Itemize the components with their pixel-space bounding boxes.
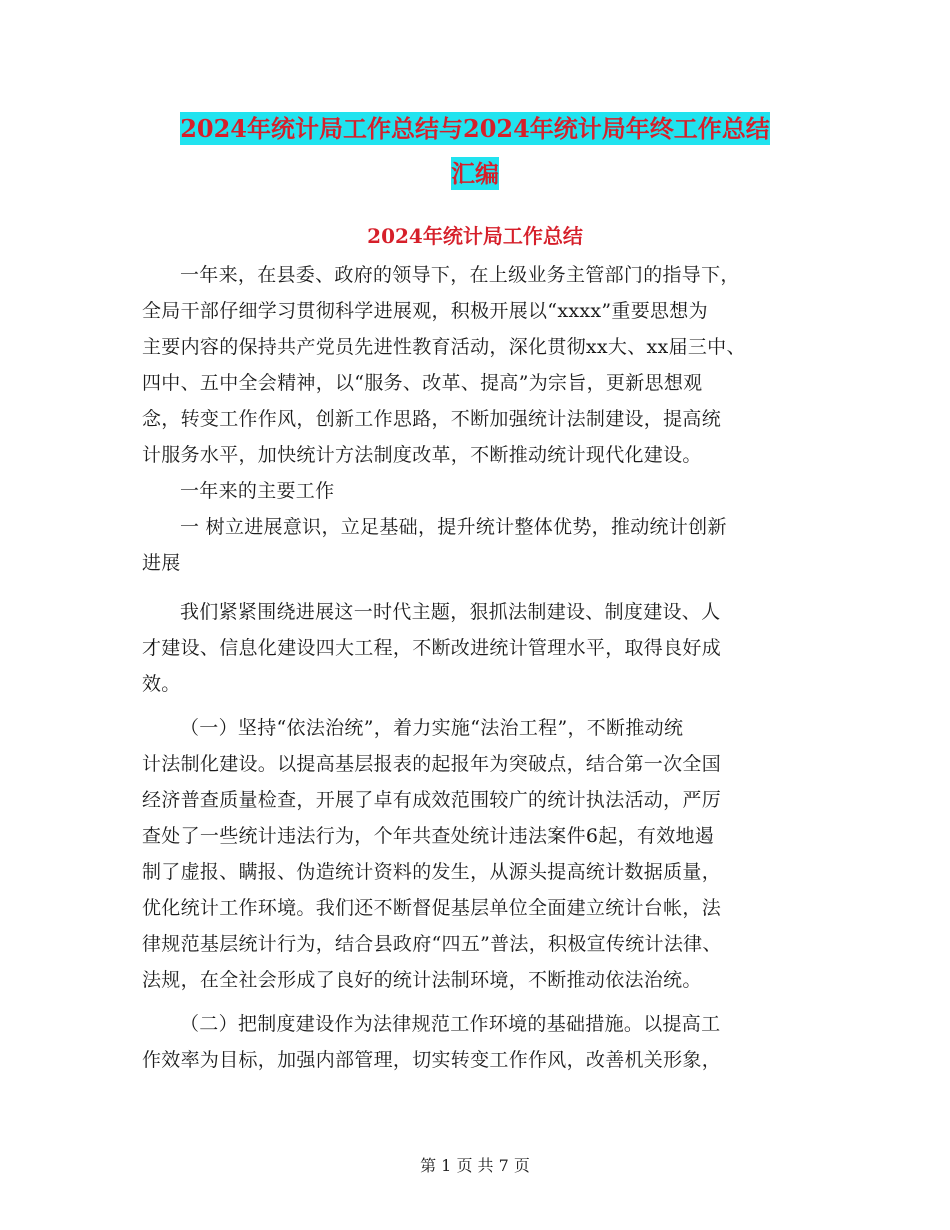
body-line: 才建设、信息化建设四大工程，不断改进统计管理水平，取得良好成 (142, 637, 722, 659)
body-line: 计服务水平，加快统计方法制度改革，不断推动统计现代化建设。 (142, 444, 702, 466)
body-line: 作效率为目标，加强内部管理，切实转变工作作风，改善机关形象， (142, 1049, 722, 1071)
body-line: （一）坚持“依法治统”，着力实施“法治工程”，不断推动统 (180, 717, 684, 739)
body-line: 四中、五中全会精神，以“服务、改革、提高”为宗旨，更新思想观 (142, 372, 703, 394)
section-title: 2024年统计局工作总结 (367, 224, 583, 248)
body-line: 一年来的主要工作 (180, 480, 335, 502)
body-line: 优化统计工作环境。我们还不断督促基层单位全面建立统计台帐，法 (142, 897, 722, 919)
body-line: 效。 (142, 673, 181, 695)
body-line: 一年来，在县委、政府的领导下，在上级业务主管部门的指导下， (180, 264, 740, 286)
body-line: 进展 (142, 552, 181, 574)
body-line: 法规，在全社会形成了良好的统计法制环境，不断推动依法治统。 (142, 969, 702, 991)
body-line: 查处了一些统计违法行为，个年共查处统计违法案件6起，有效地遏 (142, 825, 715, 847)
body-line: 主要内容的保持共产党员先进性教育活动，深化贯彻xx大、xx届三中、 (142, 336, 746, 358)
document-title-line1 (0, 113, 950, 145)
document-title-line2 (0, 158, 950, 190)
body-line: 我们紧紧围绕进展这一时代主题，狠抓法制建设、制度建设、人 (180, 601, 721, 623)
title-highlight: 汇编 (451, 159, 499, 188)
page-number-footer: 第 1 页 共 7 页 (420, 1156, 530, 1175)
body-line: 一 树立进展意识，立足基础，提升统计整体优势，推动统计创新 (180, 516, 727, 538)
body-line: 念，转变工作作风，创新工作思路，不断加强统计法制建设，提高统 (142, 408, 722, 430)
body-line: 全局干部仔细学习贯彻科学进展观，积极开展以“xxxx”重要思想为 (142, 300, 708, 322)
body-line: 经济普查质量检查，开展了卓有成效范围较广的统计执法活动，严厉 (142, 789, 722, 811)
body-line: 制了虚报、瞒报、伪造统计资料的发生，从源头提高统计数据质量， (142, 861, 722, 883)
body-line: 计法制化建设。以提高基层报表的起报年为突破点，结合第一次全国 (142, 753, 722, 775)
body-line: 律规范基层统计行为，结合县政府“四五”普法，积极宣传统计法律、 (142, 933, 722, 955)
title-highlight: 2024年统计局工作总结与2024年统计局年终工作总结 (180, 114, 770, 143)
body-line: （二）把制度建设作为法律规范工作环境的基础措施。以提高工 (180, 1013, 721, 1035)
